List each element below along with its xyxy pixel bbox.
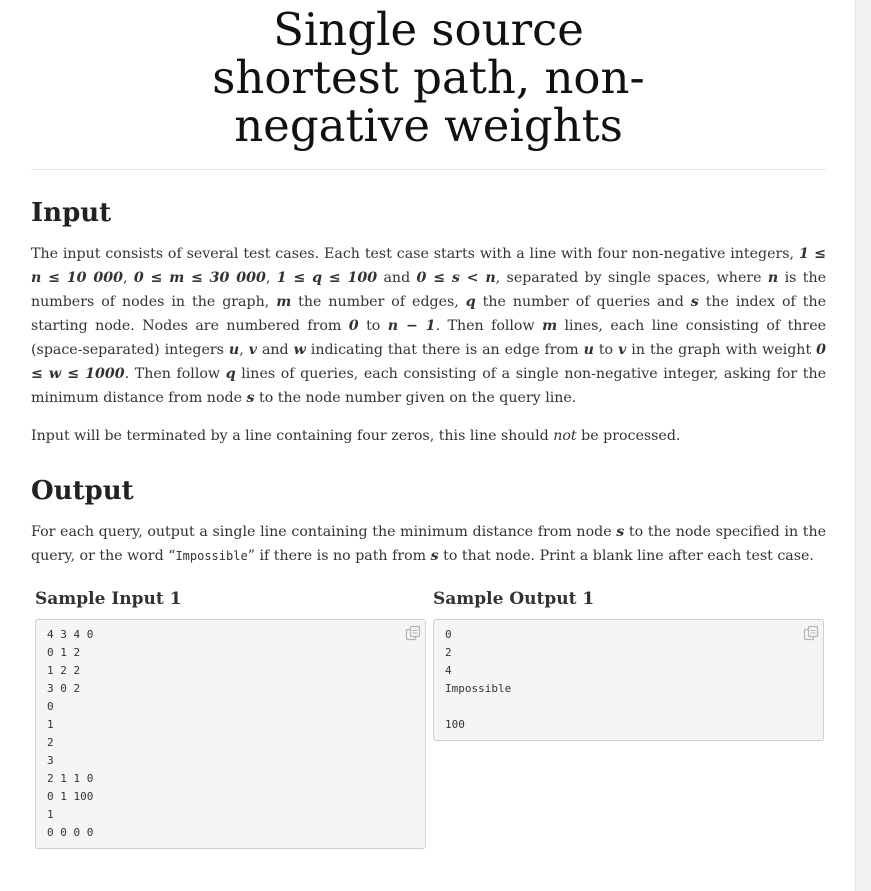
math-var: u: [583, 342, 594, 358]
input-text: the number of queries and: [475, 294, 691, 310]
code-line: 0: [445, 628, 452, 641]
input-text: , separated by single spaces, where: [495, 270, 768, 286]
code-line: 2 1 1 0: [47, 772, 94, 785]
title-wrap: [179, 3, 679, 152]
code-line: 4: [445, 664, 452, 677]
copy-icon[interactable]: [404, 624, 422, 642]
code-line: 0 0 0 0: [47, 826, 94, 839]
impossible-code: Impossible: [175, 549, 248, 563]
sample-input-title: Sample Input 1: [35, 589, 182, 609]
emphasis-not: not: [553, 428, 577, 444]
sample-input-lines: [47, 626, 414, 842]
output-text: to the node specified in the query, or the word “: [31, 524, 826, 564]
code-line: 1: [47, 718, 54, 731]
sample-output-box: [433, 619, 824, 741]
output-text: to that node. Print a blank line after each test case.: [438, 548, 814, 564]
input-text: and: [256, 342, 294, 358]
math-var: v: [618, 342, 627, 358]
code-line: 100: [445, 718, 465, 731]
math-var: s: [246, 390, 255, 406]
sample-input: [35, 588, 426, 849]
math-var: q: [465, 294, 476, 310]
math-var: s: [690, 294, 699, 310]
code-line: Impossible: [445, 682, 512, 695]
input-text: be processed.: [576, 428, 681, 444]
math-var: n: [767, 270, 779, 286]
input-text: is the numbers of nodes in the graph,: [31, 270, 827, 310]
math-var: m: [276, 294, 292, 310]
code-line: 0: [47, 700, 54, 713]
input-text: Input will be terminated by a line containing four zeros, this line should: [31, 428, 554, 444]
math-var: m: [542, 318, 558, 334]
scrollbar-track[interactable]: [855, 0, 871, 891]
samples-table: [31, 588, 826, 858]
input-text: ,: [122, 270, 134, 286]
input-text: . Then follow: [435, 318, 543, 334]
math-n-range: 1 ≤ n ≤ 10 000: [31, 246, 827, 286]
code-line: 4 3 4 0: [47, 628, 94, 641]
input-text: The input consists of several test cases. Each test case starts with a line with four non-negative integers,: [31, 246, 799, 262]
input-text: indicating that there is an edge from: [305, 342, 584, 358]
input-heading: Input: [31, 198, 112, 228]
sample-input-box: [35, 619, 426, 849]
math-var: 0: [348, 318, 359, 334]
math-q-range: 1 ≤ q ≤ 100: [276, 270, 378, 286]
math-var: u: [228, 342, 240, 358]
output-description: [31, 520, 826, 568]
sample-output: [433, 588, 824, 741]
math-w-range: 0 ≤ w ≤ 1000: [31, 342, 826, 382]
math-var: s: [430, 548, 439, 564]
code-line: [445, 698, 812, 716]
input-text: ,: [239, 342, 249, 358]
input-text: to: [358, 318, 388, 334]
code-line: 1: [47, 808, 54, 821]
output-heading: Output: [31, 476, 134, 506]
input-termination-note: [31, 424, 826, 448]
output-text: ” if there is no path from: [247, 548, 431, 564]
input-text: ,: [265, 270, 277, 286]
code-line: 2: [445, 646, 452, 659]
input-text: . Then follow: [124, 366, 226, 382]
input-text: and: [377, 270, 417, 286]
code-line: 0 1 100: [47, 790, 94, 803]
math-var: w: [293, 342, 306, 358]
output-text: For each query, output a single line containing the minimum distance from node: [31, 524, 617, 540]
input-text: in the graph with weight: [626, 342, 817, 358]
code-line: 3 0 2: [47, 682, 81, 695]
math-var: n − 1: [387, 318, 436, 334]
code-line: 1 2 2: [47, 664, 81, 677]
input-description: [31, 242, 826, 410]
input-text: to: [593, 342, 619, 358]
math-var: v: [248, 342, 257, 358]
input-text: the number of edges,: [291, 294, 466, 310]
input-text: lines, each line consisting of three (space-separated) integers: [31, 318, 826, 358]
copy-icon[interactable]: [802, 624, 820, 642]
code-line: 3: [47, 754, 54, 767]
math-m-range: 0 ≤ m ≤ 30 000: [133, 270, 266, 286]
input-text: the index of the starting node. Nodes are numbered from: [31, 294, 826, 334]
input-text: lines of queries, each consisting of a single non-negative integer, asking for the minimum distance from node: [31, 366, 827, 406]
math-var: q: [225, 366, 236, 382]
problem-statement: [31, 0, 826, 858]
input-text: to the node number given on the query line.: [254, 390, 577, 406]
code-line: 2: [47, 736, 54, 749]
title-divider: [31, 169, 826, 170]
math-s-range: 0 ≤ s < n: [416, 270, 496, 286]
page-title: Single source shortest path, non-negative weights: [212, 3, 645, 152]
code-line: 0 1 2: [47, 646, 81, 659]
sample-output-title: Sample Output 1: [433, 589, 595, 609]
math-var: s: [616, 524, 625, 540]
sample-output-lines: [445, 626, 812, 734]
